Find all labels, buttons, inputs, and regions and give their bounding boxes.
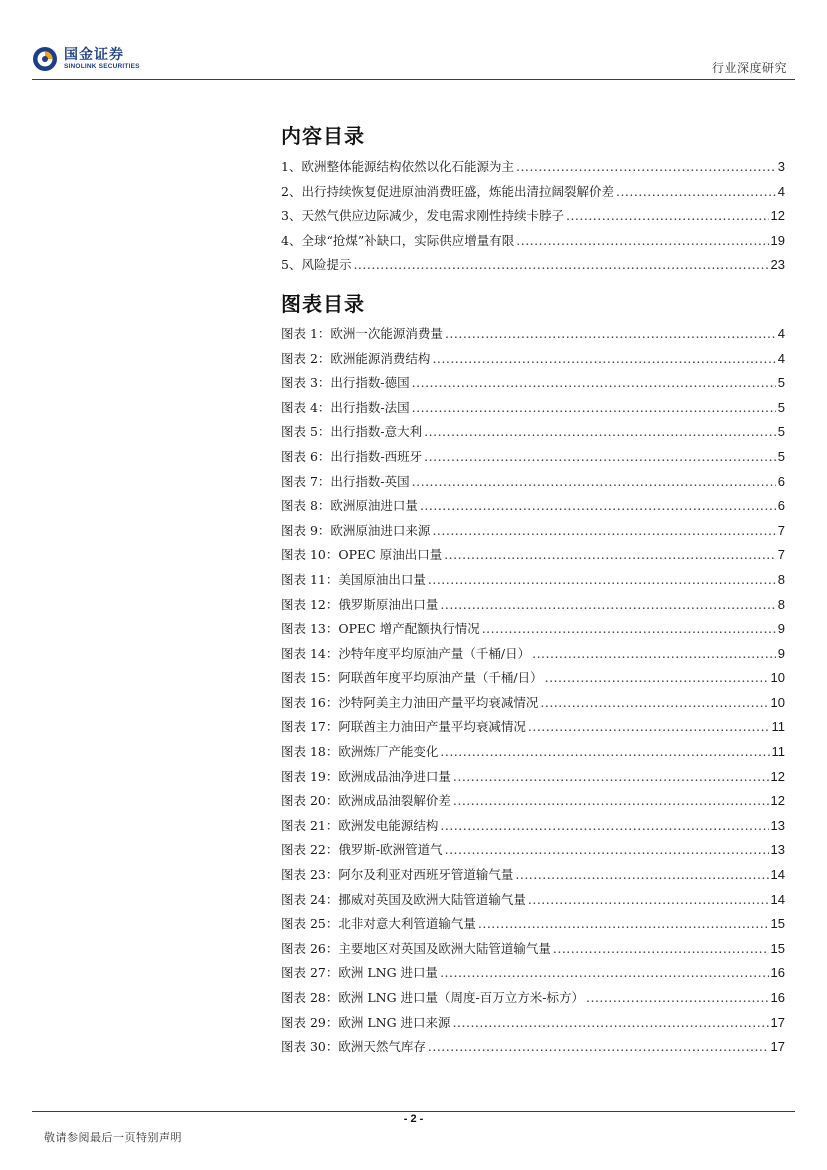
figure-entry-label: 图表 26：主要地区对英国及欧洲大陆管道输气量 — [281, 940, 551, 956]
figure-entry-label: 图表 12：俄罗斯原油出口量 — [281, 596, 439, 612]
figure-entry-page-number: 10 — [770, 670, 785, 686]
dot-leader — [445, 842, 769, 857]
figure-entry-label: 图表 13：OPEC 增产配额执行情况 — [281, 621, 480, 637]
figure-entry[interactable] — [281, 1013, 785, 1038]
figure-entry-page-number: 12 — [770, 768, 785, 784]
figure-entry-label: 图表 28：欧洲 LNG 进口量（周度-百万立方米-标方） — [281, 990, 584, 1005]
figure-entry-page-number: 8 — [777, 596, 785, 612]
dot-leader — [515, 867, 768, 882]
figure-entry-label: 图表 10：OPEC 原油出口量 — [281, 547, 443, 563]
figure-entry-page-number: 13 — [770, 817, 785, 833]
dot-leader — [478, 916, 769, 931]
logo-english-name: SINOLINK SECURITIES — [64, 63, 140, 70]
figure-list — [281, 324, 785, 1062]
figure-entry-page-number: 14 — [770, 891, 785, 907]
figure-entry-label: 图表 3：出行指数-德国 — [281, 375, 410, 391]
figure-entry[interactable] — [281, 717, 785, 742]
figure-entry-label: 图表 1：欧洲一次能源消费量 — [281, 325, 443, 341]
figure-entry[interactable] — [281, 324, 785, 349]
figure-entry-page-number: 7 — [777, 522, 785, 538]
dot-leader — [440, 744, 769, 759]
dot-leader — [445, 326, 776, 341]
figure-entry[interactable] — [281, 767, 785, 792]
figure-entry[interactable] — [281, 570, 785, 595]
figure-entry-page-number: 7 — [777, 547, 785, 563]
company-logo — [32, 46, 140, 72]
toc-entry[interactable] — [281, 231, 785, 256]
figure-entry-label: 图表 7：出行指数-英国 — [281, 473, 410, 489]
toc-entry-label: 3、天然气供应边际减少，发电需求刚性持续卡脖子 — [281, 208, 564, 224]
dot-leader — [528, 719, 770, 734]
toc-entry-page-number: 3 — [777, 159, 785, 174]
figure-entry[interactable] — [281, 693, 785, 718]
page-header — [0, 0, 827, 80]
figure-entry-page-number: 5 — [777, 448, 785, 464]
figure-entry-label: 图表 24：挪威对英国及欧洲大陆管道输气量 — [281, 891, 526, 907]
dot-leader — [440, 597, 775, 612]
table-of-contents — [281, 120, 785, 1062]
toc-entry-page-number: 23 — [770, 257, 785, 273]
figure-entry-page-number: 11 — [771, 744, 785, 760]
figure-list-title: 图表目录 — [281, 291, 365, 316]
dot-leader — [353, 257, 768, 272]
figure-entry-page-number: 5 — [777, 375, 785, 391]
figure-entry-page-number: 11 — [771, 719, 785, 735]
dot-leader — [532, 646, 776, 661]
toc-entry-label: 5、风险提示 — [281, 257, 352, 273]
figure-entry-page-number: 4 — [777, 350, 785, 366]
figure-entry[interactable] — [281, 742, 785, 767]
figure-entry-page-number: 10 — [770, 694, 785, 710]
figure-entry-page-number: 12 — [770, 793, 785, 809]
toc-entry[interactable] — [281, 255, 785, 280]
toc-entry-label: 4、全球“抢煤”补缺口，实际供应增量有限 — [281, 232, 515, 248]
figure-entry[interactable] — [281, 816, 785, 841]
toc-title: 内容目录 — [281, 124, 365, 148]
dot-leader — [412, 375, 776, 390]
figure-entry[interactable] — [281, 472, 785, 497]
figure-entry-label: 图表 18：欧洲炼厂产能变化 — [281, 744, 439, 760]
figure-entry-page-number: 17 — [770, 1039, 785, 1055]
figure-entry[interactable] — [281, 595, 785, 620]
figure-entry-label: 图表 22：俄罗斯-欧洲管道气 — [281, 842, 443, 858]
figure-entry-label: 图表 2：欧洲能源消费结构 — [281, 350, 431, 366]
dot-leader — [453, 769, 769, 784]
dot-leader — [428, 1039, 769, 1054]
figure-entry-page-number: 5 — [777, 424, 785, 440]
figure-entry[interactable] — [281, 890, 785, 915]
figure-entry[interactable] — [281, 988, 785, 1013]
toc-entry-label: 1、欧洲整体能源结构依然以化石能源为主 — [281, 159, 514, 174]
figure-entry-label: 图表 25：北非对意大利管道输气量 — [281, 916, 476, 932]
figure-entry[interactable] — [281, 496, 785, 521]
dot-leader — [616, 184, 776, 199]
page-number: - 2 - — [403, 1113, 424, 1125]
dot-leader — [412, 400, 776, 415]
figure-entry-page-number: 14 — [770, 867, 785, 883]
figure-entry-label: 图表 27：欧洲 LNG 进口量 — [281, 965, 439, 981]
toc-entry[interactable] — [281, 157, 785, 182]
dot-leader — [424, 424, 776, 439]
toc-entry-page-number: 19 — [770, 232, 785, 248]
figure-entry-label: 图表 6：出行指数-西班牙 — [281, 448, 423, 464]
figure-entry-label: 图表 29：欧洲 LNG 进口来源 — [281, 1014, 451, 1030]
figure-entry[interactable] — [281, 668, 785, 693]
footer-disclaimer: 敬请参阅最后一页特别声明 — [44, 1131, 182, 1144]
dot-leader — [540, 695, 768, 710]
figure-entry[interactable] — [281, 939, 785, 964]
figure-entry[interactable] — [281, 865, 785, 890]
figure-entry[interactable] — [281, 644, 785, 669]
dot-leader — [516, 159, 776, 174]
figure-entry-label: 图表 20：欧洲成品油裂解价差 — [281, 793, 451, 809]
figure-entry[interactable] — [281, 373, 785, 398]
figure-entry-label: 图表 5：出行指数-意大利 — [281, 424, 423, 440]
figure-entry[interactable] — [281, 840, 785, 865]
figure-entry-label: 图表 30：欧洲天然气库存 — [281, 1039, 426, 1055]
figure-entry-label: 图表 4：出行指数-法国 — [281, 399, 410, 415]
figure-entry-label: 图表 14：沙特年度平均原油产量（千桶/日） — [281, 645, 531, 661]
figure-entry-page-number: 8 — [777, 571, 785, 587]
figure-entry-page-number: 13 — [770, 842, 785, 858]
footer-divider — [32, 1111, 795, 1112]
dot-leader — [420, 498, 776, 513]
figure-entry-page-number: 15 — [770, 940, 785, 956]
dot-leader — [553, 941, 769, 956]
figure-entry[interactable] — [281, 447, 785, 472]
dot-leader — [586, 990, 769, 1005]
figure-entry[interactable] — [281, 914, 785, 939]
figure-entry-label: 图表 8：欧洲原油进口量 — [281, 498, 418, 514]
figure-entry-page-number: 9 — [777, 645, 785, 661]
dot-leader — [440, 965, 768, 980]
figure-entry[interactable] — [281, 422, 785, 447]
dot-leader — [453, 1015, 769, 1030]
figure-entry-page-number: 9 — [777, 621, 785, 637]
figure-entry-label: 图表 16：沙特阿美主力油田产量平均衰减情况 — [281, 694, 539, 710]
figure-entry-page-number: 16 — [770, 965, 785, 981]
figure-entry-label: 图表 17：阿联酋主力油田产量平均衰减情况 — [281, 719, 526, 735]
figure-entry-page-number: 17 — [770, 1014, 785, 1030]
figure-entry[interactable] — [281, 1037, 785, 1062]
sinolink-logo-icon — [32, 46, 58, 72]
figure-entry[interactable] — [281, 791, 785, 816]
header-divider — [32, 79, 795, 80]
figure-entry-label: 图表 23：阿尔及利亚对西班牙管道输气量 — [281, 867, 514, 883]
figure-entry-page-number: 6 — [777, 498, 785, 514]
dot-leader — [482, 621, 776, 636]
figure-entry-label: 图表 9：欧洲原油进口来源 — [281, 522, 431, 538]
figure-entry[interactable] — [281, 521, 785, 546]
figure-entry-label: 图表 21：欧洲发电能源结构 — [281, 817, 439, 833]
logo-chinese-name: 国金证券 — [64, 47, 124, 63]
dot-leader — [432, 523, 775, 538]
dot-leader — [566, 208, 769, 223]
figure-entry[interactable] — [281, 545, 785, 570]
figure-entry-page-number: 15 — [770, 916, 785, 932]
dot-leader — [428, 572, 776, 587]
dot-leader — [432, 351, 775, 366]
toc-entry[interactable] — [281, 206, 785, 231]
report-type-label: 行业深度研究 — [711, 61, 787, 75]
figure-entry[interactable] — [281, 349, 785, 374]
dot-leader — [453, 793, 769, 808]
figure-entry-page-number: 16 — [770, 990, 785, 1005]
dot-leader — [444, 547, 776, 562]
toc-list — [281, 157, 785, 280]
toc-entry-page-number: 4 — [777, 183, 785, 199]
dot-leader — [424, 449, 776, 464]
dot-leader — [440, 818, 768, 833]
toc-entry[interactable] — [281, 182, 785, 207]
dot-leader — [528, 892, 769, 907]
toc-entry-label: 2、出行持续恢复促进原油消费旺盛，炼能出清拉阔裂解价差 — [281, 183, 614, 199]
figure-entry[interactable] — [281, 619, 785, 644]
figure-entry[interactable] — [281, 963, 785, 988]
figure-entry-label: 图表 19：欧洲成品油净进口量 — [281, 768, 451, 784]
figure-entry-label: 图表 11：美国原油出口量 — [281, 571, 426, 587]
figure-entry-page-number: 5 — [777, 399, 785, 415]
toc-entry-page-number: 12 — [770, 208, 785, 224]
dot-leader — [545, 670, 769, 685]
figure-entry[interactable] — [281, 398, 785, 423]
dot-leader — [412, 474, 776, 489]
figure-entry-page-number: 6 — [777, 473, 785, 489]
figure-entry-page-number: 4 — [777, 325, 785, 341]
figure-entry-label: 图表 15：阿联酋年度平均原油产量（千桶/日） — [281, 670, 543, 686]
dot-leader — [516, 233, 768, 248]
